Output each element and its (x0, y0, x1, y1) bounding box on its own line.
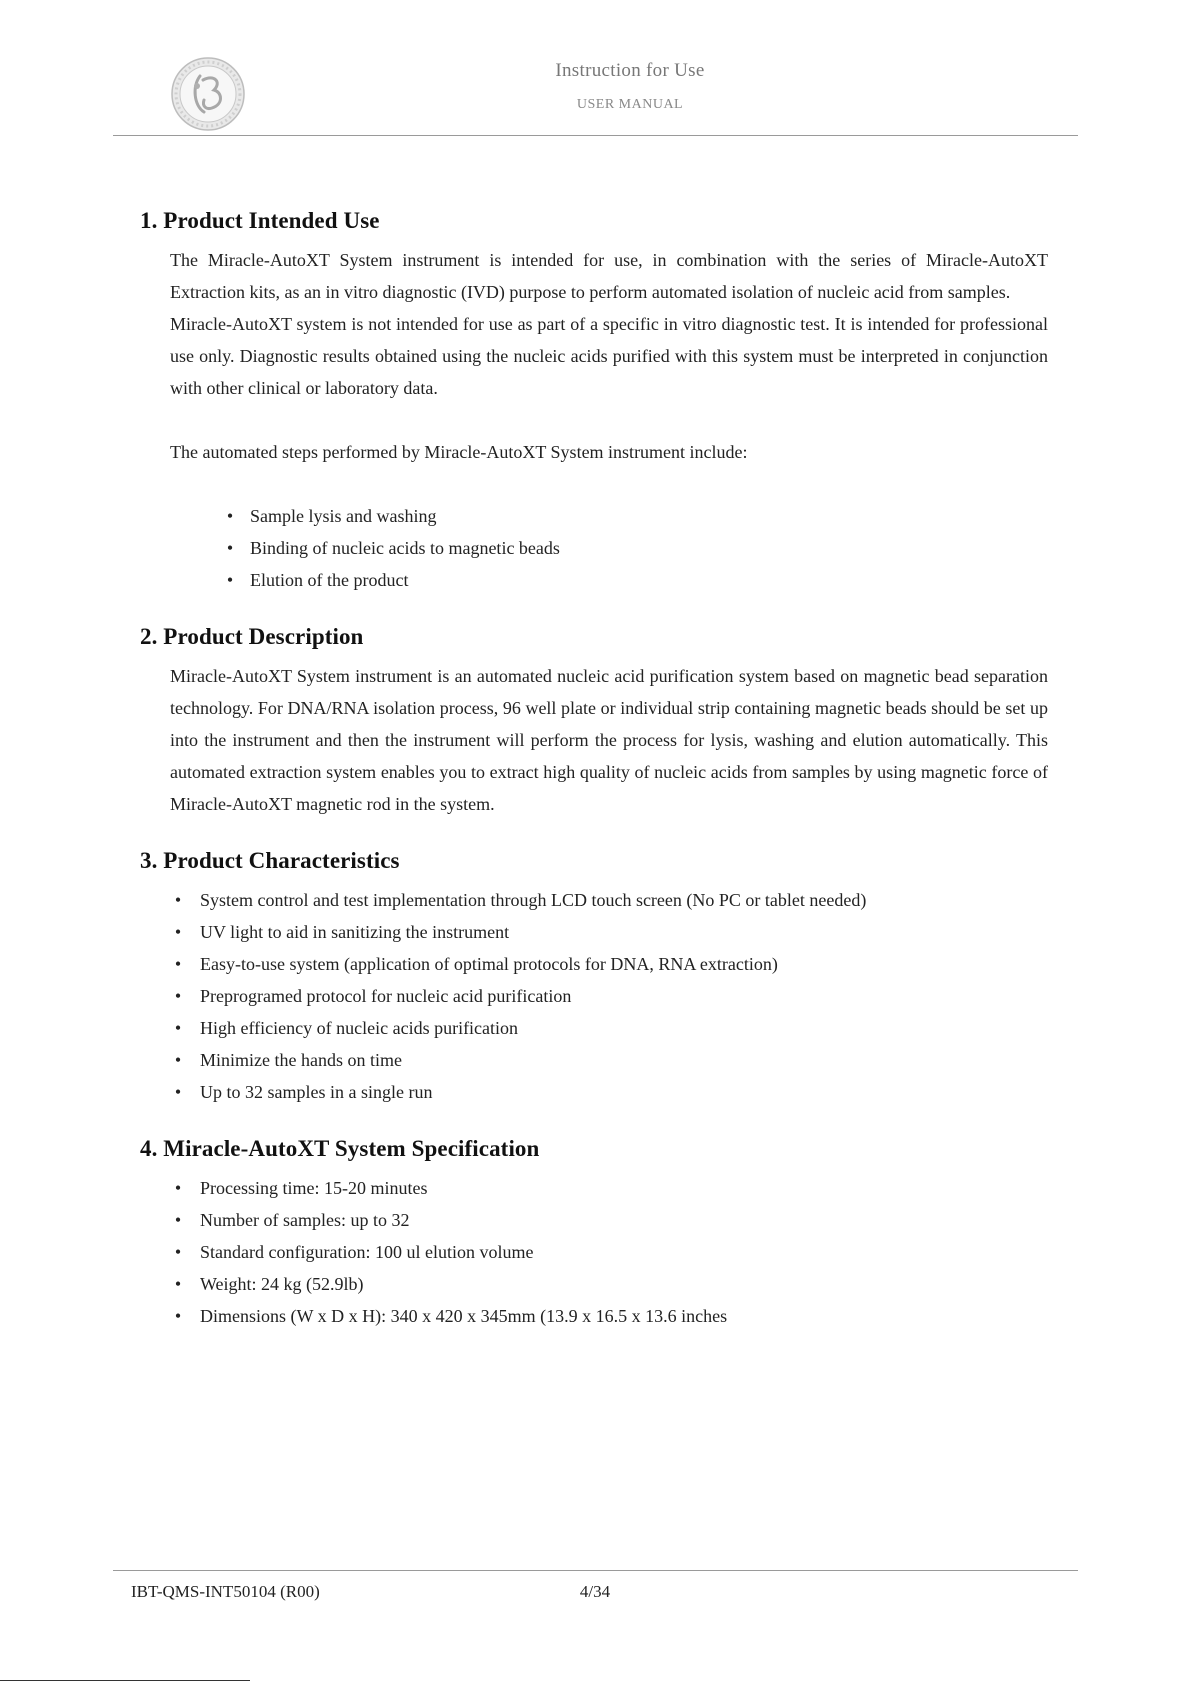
list-item: • Standard configuration: 100 ul elution volume (140, 1236, 1048, 1268)
bullet-icon: • (174, 1050, 182, 1070)
bullet-icon: • (174, 890, 182, 910)
bullet-icon: • (174, 1210, 182, 1230)
section-heading: 2. Product Description (140, 624, 364, 649)
footnote-divider (0, 1680, 250, 1681)
company-seal-logo-icon (170, 56, 246, 132)
bullet-icon: • (174, 1018, 182, 1038)
footer-divider (113, 1570, 1078, 1571)
bullet-icon: • (174, 1082, 182, 1102)
automated-steps-list (140, 500, 1048, 596)
list-item: • Sample lysis and washing (140, 500, 1048, 532)
section-heading: 3. Product Characteristics (140, 848, 400, 873)
section-specification (140, 1132, 1048, 1332)
list-item: • Binding of nucleic acids to magnetic beads (140, 532, 1048, 564)
paragraph: The Miracle-AutoXT System instrument is intended for use, in combination with the series of Miracle-AutoXT Extraction kits, as an in vitro diagnostic (IVD) purpose to perform automated isolation of nucleic acid from samples. (170, 250, 1048, 302)
specification-list (140, 1172, 1048, 1332)
section-heading: 1. Product Intended Use (140, 208, 380, 233)
list-item: • Easy-to-use system (application of optimal protocols for DNA, RNA extraction) (140, 948, 1048, 980)
bullet-icon: • (174, 986, 182, 1006)
section-description (140, 620, 1048, 820)
header-subtitle: USER MANUAL (576, 97, 684, 112)
bullet-icon: • (226, 538, 234, 558)
paragraph-intro: The automated steps performed by Miracle-AutoXT System instrument include: (170, 442, 748, 462)
list-item: • UV light to aid in sanitizing the instrument (140, 916, 1048, 948)
paragraph: Miracle-AutoXT system is not intended for use as part of a specific in vitro diagnostic test. It is intended for professional use only. Diagnostic results obtained using the nucleic acids purified with this system must be interpreted in conjunction with other clinical or laboratory data. (170, 314, 1048, 398)
characteristics-list (140, 884, 1048, 1108)
bullet-icon: • (174, 1274, 182, 1294)
bullet-icon: • (174, 1178, 182, 1198)
list-item: • Number of samples: up to 32 (140, 1204, 1048, 1236)
list-item: • Dimensions (W x D x H): 340 x 420 x 345mm (13.9 x 16.5 x 13.6 inches (140, 1300, 1048, 1332)
bullet-icon: • (174, 1242, 182, 1262)
page-number: 4/34 (579, 1582, 611, 1601)
list-item: • Minimize the hands on time (140, 1044, 1048, 1076)
list-item: • Preprogramed protocol for nucleic acid purification (140, 980, 1048, 1012)
bullet-icon: • (174, 922, 182, 942)
section-heading: 4. Miracle-AutoXT System Specification (140, 1136, 540, 1161)
list-item: • Processing time: 15-20 minutes (140, 1172, 1048, 1204)
list-item: • System control and test implementation through LCD touch screen (No PC or tablet needed) (140, 884, 1048, 916)
section-intended-use (140, 204, 1048, 596)
bullet-icon: • (226, 570, 234, 590)
section-characteristics (140, 844, 1048, 1108)
header-title: Instruction for Use (555, 60, 705, 81)
paragraph: Miracle-AutoXT System instrument is an automated nucleic acid purification system based on magnetic bead separation technology. For DNA/RNA isolation process, 96 well plate or individual strip containing magnetic beads should be set up into the instrument and then the instrument will perform the process for lysis, washing and elution automatically. This automated extraction system enables you to extract high quality of nucleic acids from samples by using magnetic force of Miracle-AutoXT magnetic rod in the system. (170, 666, 1048, 814)
list-item: • Weight: 24 kg (52.9lb) (140, 1268, 1048, 1300)
bullet-icon: • (174, 954, 182, 974)
list-item: • High efficiency of nucleic acids purification (140, 1012, 1048, 1044)
list-item: • Up to 32 samples in a single run (140, 1076, 1048, 1108)
bullet-icon: • (174, 1306, 182, 1326)
bullet-icon: • (226, 506, 234, 526)
document-code: IBT-QMS-INT50104 (R00) (131, 1582, 320, 1601)
page-content (140, 204, 1048, 1332)
header-divider (113, 135, 1078, 136)
list-item: • Elution of the product (140, 564, 1048, 596)
